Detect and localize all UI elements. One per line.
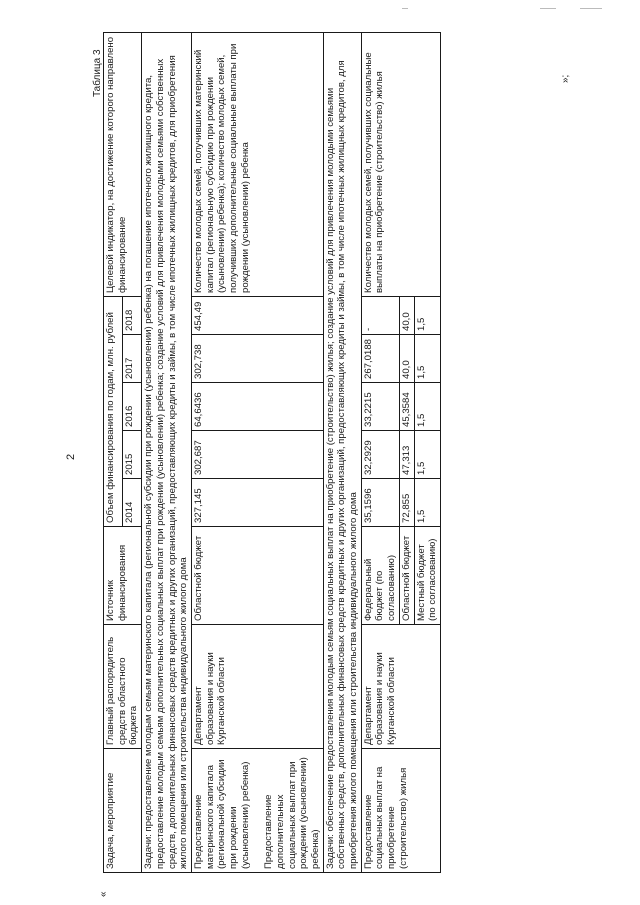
value-cell: 64,6436 [191,383,323,431]
value-cell: 40,0 [399,296,414,334]
closing-quote: »; [560,74,571,83]
source-cell: Областной бюджет [191,527,323,625]
task-description: Задачи: обеспечение предоставления молодым семьям социальных выплат на приобретение (строительство) жилья; создание условий для привлечения молодыми семьями собственных средств, дополнительных финансовых средств кредитных и других организаций, предоставляющих кредиты и займы, в том числе ипотечных жилищных кредитов, для приобретения жилого помещения или строительства индивидуального жилого дома [323,32,361,872]
header-year: 2015 [123,431,142,479]
value-cell: 72,855 [399,479,414,527]
source-cell: Местный бюджет (по согласованию) [414,527,440,625]
header-year: 2018 [123,296,142,334]
financing-table [103,32,441,873]
value-cell: - [361,296,399,334]
header-year: 2014 [123,479,142,527]
page-number: 2 [65,453,77,460]
value-cell: 40,0 [399,335,414,383]
value-cell: 302,687 [191,431,323,479]
task-row [142,32,192,872]
value-cell: 327,145 [191,479,323,527]
source-cell: Федеральный бюджет (по согласованию) [361,527,399,625]
activity-text: Предоставление материнского капитала (региональной субсидии при рождении (усыновлении) ребенка) [192,759,251,869]
value-cell: 33,2215 [361,383,399,431]
activity-text: Предоставление дополнительных социальных выплат при рождении (усыновлении) ребенка) [263,757,321,869]
header-source: Источник финансирования [104,527,142,625]
table-row [191,32,323,872]
value-cell: 1,5 [414,335,440,383]
activity-cell: Предоставление социальных выплат на приобретение (строительство) жилья [361,749,440,873]
task-row [323,32,361,872]
table-header-row [104,32,123,872]
indicator-cell: Количество молодых семей, получивших материнский капитал (региональную субсидию при рождении (усыновлении) ребенка); количество молодых семей, получивших дополнительные социальные выплаты при рождении (усыновлении) ребенка [191,32,323,296]
value-cell: 454,49 [191,296,323,334]
manager-cell: Департамент образования и науки Курганской области [361,625,440,749]
table-caption: Таблица 3 [92,49,103,97]
opening-quote: « [98,891,109,897]
value-cell: 267,0188 [361,335,399,383]
value-cell: 302,738 [191,335,323,383]
value-cell: 35,1596 [361,479,399,527]
indicator-cell: Количество молодых семей, получивших социальные выплаты на приобретение (строительство) жилья [361,32,440,296]
value-cell: 45,3584 [399,383,414,431]
manager-cell: Департамент образования и науки Курганской области [191,625,323,749]
header-task: Задача, мероприятие [104,749,142,873]
source-cell: Областной бюджет [399,527,414,625]
header-volume: Объем финансирования по годам, млн. рублей [104,296,123,526]
value-cell: 1,5 [414,431,440,479]
activity-cell [191,749,323,873]
header-year: 2017 [123,335,142,383]
table-row [361,32,399,872]
header-year: 2016 [123,383,142,431]
value-cell: 1,5 [414,296,440,334]
header-indicator: Целевой индикатор, на достижение которого направлено финансирование [104,32,142,296]
value-cell: 32,2929 [361,431,399,479]
task-description: Задачи: предоставление молодым семьям материнского капитала (региональной субсидии при рождении (усыновлении) ребенка) на погашение ипотечного жилищного кредита, предоставление молодым семьям дополнительных социальных выплат при рождении (усыновлении) ребенка; создание условий для привлечения молодыми семьями собственных средств, дополнительных финансовых средств кредитных и других организаций, предоставляющих кредиты и займы, в том числе ипотечных жилищных кредитов, для приобретения жилого помещения или строительства индивидуального жилого дома [142,32,192,872]
header-manager: Главный распорядитель средств областного бюджета [104,625,142,749]
value-cell: 1,5 [414,479,440,527]
value-cell: 1,5 [414,383,440,431]
value-cell: 47,313 [399,431,414,479]
